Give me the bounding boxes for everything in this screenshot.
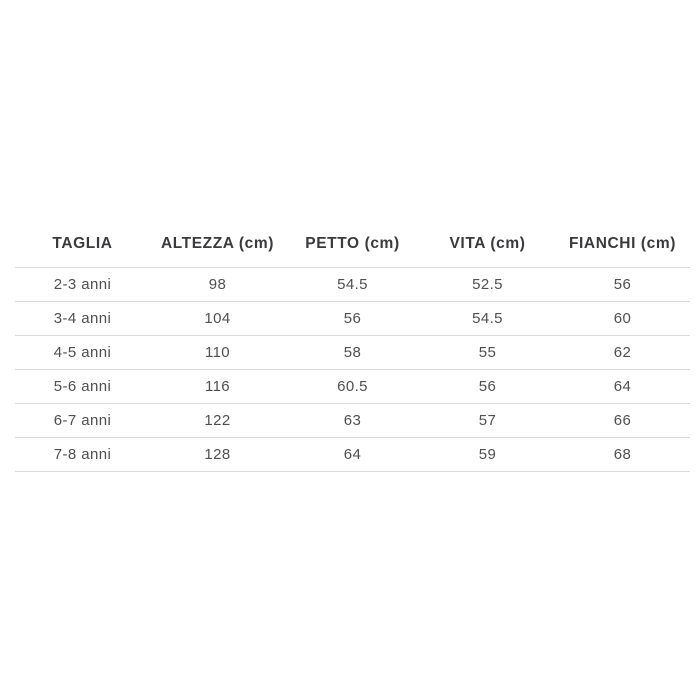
column-header-fianchi: FIANCHI (cm) (568, 234, 677, 252)
header-row (15, 220, 690, 268)
column-header-altezza: ALTEZZA (cm) (160, 234, 275, 252)
cell-fianchi: 64 (555, 370, 690, 404)
cell-petto: 63 (285, 404, 420, 438)
cell-fianchi: 68 (555, 438, 690, 472)
cell-vita: 55 (420, 336, 555, 370)
cell-taglia: 2-3 anni (15, 268, 150, 302)
cell-petto: 58 (285, 336, 420, 370)
cell-petto: 54.5 (285, 268, 420, 302)
table-row-5-6-anni (15, 370, 690, 404)
cell-fianchi: 60 (555, 302, 690, 336)
table-row-2-3-anni (15, 268, 690, 302)
cell-altezza: 122 (150, 404, 285, 438)
cell-petto: 60.5 (285, 370, 420, 404)
table-row-7-8-anni (15, 438, 690, 472)
cell-altezza: 110 (150, 336, 285, 370)
cell-altezza: 104 (150, 302, 285, 336)
cell-altezza: 98 (150, 268, 285, 302)
cell-altezza: 128 (150, 438, 285, 472)
cell-fianchi: 66 (555, 404, 690, 438)
column-header-vita: VITA (cm) (449, 234, 526, 252)
cell-taglia: 6-7 anni (15, 404, 150, 438)
size-table-head (15, 220, 690, 268)
cell-taglia: 7-8 anni (15, 438, 150, 472)
cell-fianchi: 56 (555, 268, 690, 302)
table-row-4-5-anni (15, 336, 690, 370)
cell-taglia: 4-5 anni (15, 336, 150, 370)
cell-vita: 54.5 (420, 302, 555, 336)
column-header-taglia: TAGLIA (52, 234, 113, 252)
cell-taglia: 3-4 anni (15, 302, 150, 336)
cell-vita: 52.5 (420, 268, 555, 302)
cell-vita: 57 (420, 404, 555, 438)
column-header-petto: PETTO (cm) (305, 234, 400, 252)
size-chart-table (15, 220, 690, 472)
cell-petto: 64 (285, 438, 420, 472)
cell-altezza: 116 (150, 370, 285, 404)
cell-vita: 56 (420, 370, 555, 404)
cell-taglia: 5-6 anni (15, 370, 150, 404)
size-table-body (15, 268, 690, 472)
cell-vita: 59 (420, 438, 555, 472)
cell-fianchi: 62 (555, 336, 690, 370)
cell-petto: 56 (285, 302, 420, 336)
table-row-3-4-anni (15, 302, 690, 336)
table-row-6-7-anni (15, 404, 690, 438)
